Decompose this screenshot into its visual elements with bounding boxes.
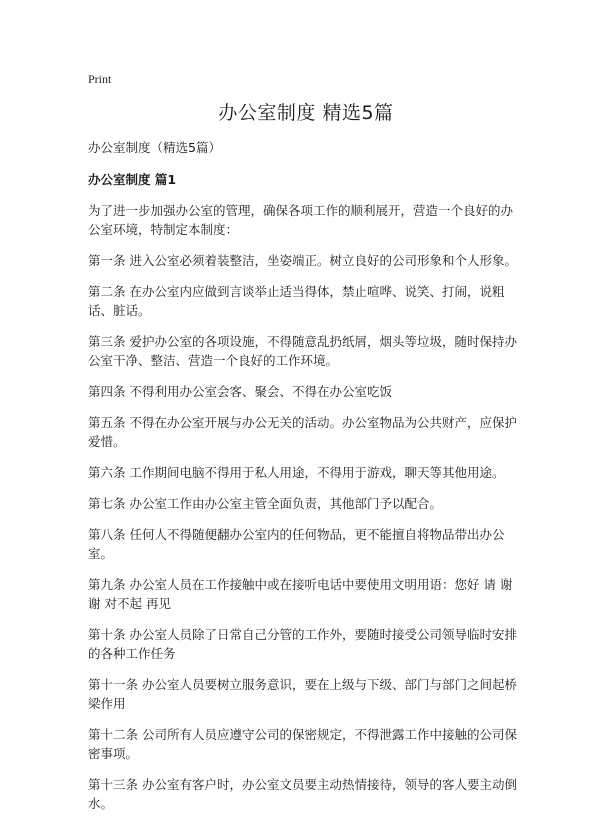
article-2: 第二条 在办公室内应做到言谈举止适当得体，禁止喧哗、说笑、打闹，说粗话、脏话。 <box>88 284 505 318</box>
article-10: 第十条 办公室人员除了日常自己分管的工作外，要随时接受公司领导临时安排的各种工作任务 <box>88 627 517 661</box>
article-12: 第十二条 公司所有人员应遵守公司的保密规定，不得泄露工作中接触的公司保密事项。 <box>88 727 517 761</box>
article-13: 第十三条 办公室有客户时，办公室文员要主动热情接待，领导的客人要主动倒水。 <box>88 777 517 811</box>
article-3: 第三条 爱护办公室的各项设施，不得随意乱扔纸屑，烟头等垃圾，随时保持办公室干净、整洁、营造一个良好的工作环境。 <box>88 334 517 368</box>
article-11: 第十一条 办公室人员要树立服务意识，要在上级与下级、部门与部门之间起桥梁作用 <box>88 677 517 711</box>
document-subtitle: 办公室制度（精选5篇） <box>88 140 221 155</box>
intro-paragraph: 为了进一步加强办公室的管理，确保各项工作的顺利展开，营造一个良好的办公室环境，特制定本制度： <box>88 203 514 237</box>
article-9: 第九条 办公室人员在工作接触中或在接听电话中要使用文明用语：您好 请 谢谢 对不起 再见 <box>88 577 513 611</box>
article-4: 第四条 不得利用办公室会客、聚会、不得在办公室吃饭 <box>88 384 392 399</box>
section-heading: 办公室制度 篇1 <box>88 172 177 187</box>
article-5: 第五条 不得在办公室开展与办公无关的活动。办公室物品为公共财产，应保护爱惜。 <box>88 415 517 449</box>
article-1: 第一条 进入公室必须着装整洁，坐姿端正。树立良好的公司形象和个人形象。 <box>88 253 517 268</box>
article-8: 第八条 任何人不得随便翻办公室内的任何物品，更不能擅自将物品带出办公室。 <box>88 527 505 561</box>
article-6: 第六条 工作期间电脑不得用于私人用途，不得用于游戏，聊天等其他用途。 <box>88 465 505 480</box>
print-link[interactable]: Print <box>88 72 112 86</box>
document-page <box>88 72 524 825</box>
document-title: 办公室制度 精选5篇 <box>218 102 394 124</box>
article-7: 第七条 办公室工作由办公室主管全面负责，其他部门予以配合。 <box>88 496 442 511</box>
document-body <box>88 201 524 813</box>
